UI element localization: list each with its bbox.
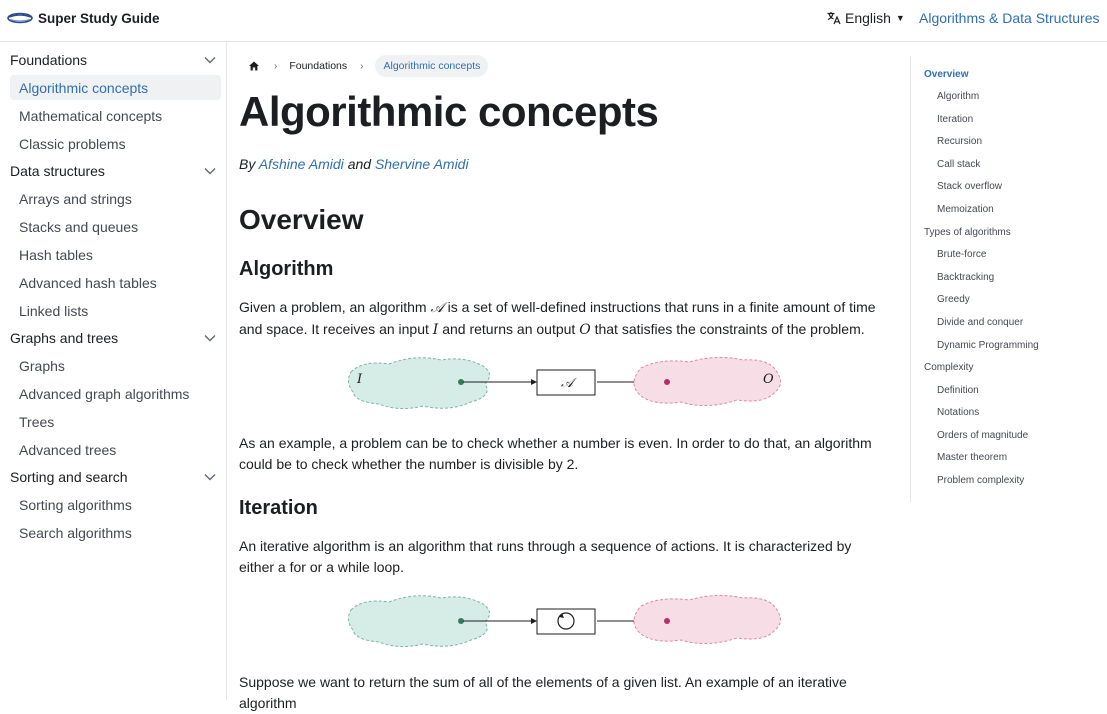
toc-item-dynamic-programming[interactable]: Dynamic Programming — [937, 340, 1039, 351]
sidebar-category-foundations[interactable] — [10, 49, 215, 71]
chevron-down-icon[interactable] — [203, 331, 217, 345]
iteration-paragraph-2: Suppose we want to return the sum of all of the elements of a given list. An example of an iterative algorithm — [239, 674, 847, 711]
sidebar-item-trees[interactable]: Trees — [19, 413, 55, 430]
algorithm-paragraph-1 — [239, 297, 879, 341]
breadcrumb-current: Algorithmic concepts — [375, 55, 488, 77]
byline — [239, 156, 469, 172]
sidebar-item-classic-problems[interactable]: Classic problems — [19, 135, 126, 152]
text-segment: that satisfies the constraints of the problem. — [594, 321, 865, 337]
iteration-diagram — [345, 590, 785, 652]
sidebar-item-hash-tables[interactable]: Hash tables — [19, 246, 93, 263]
byline-and: and — [347, 156, 372, 172]
translate-icon — [826, 10, 842, 26]
toc-item-complexity[interactable]: Complexity — [924, 362, 974, 373]
home-icon[interactable] — [247, 59, 261, 73]
sidebar-category-label: Foundations — [10, 52, 88, 68]
toc-item-algorithm[interactable]: Algorithm — [937, 91, 980, 102]
byline-prefix: By — [239, 156, 256, 172]
toc-item-definition[interactable]: Definition — [937, 385, 979, 396]
sidebar-item-graphs[interactable]: Graphs — [19, 357, 65, 374]
section-heading-algorithm: Algorithm — [239, 258, 334, 280]
box-label: 𝒜 — [561, 376, 574, 391]
brand-link[interactable] — [7, 8, 160, 28]
toc-item-stack-overflow[interactable]: Stack overflow — [937, 181, 1003, 192]
toc-item-types-of-algorithms[interactable]: Types of algorithms — [924, 227, 1011, 238]
brand-name: Super Study Guide — [38, 10, 160, 26]
output-blob — [634, 357, 781, 405]
sidebar-item-advanced-hash-tables[interactable]: Advanced hash tables — [19, 274, 157, 291]
math-symbol-o: O — [579, 322, 591, 338]
toc-item-recursion[interactable]: Recursion — [937, 136, 983, 147]
iteration-paragraph-1: An iterative algorithm is an algorithm that runs through a sequence of actions. It is characterized by either a for or a while loop. — [239, 538, 852, 575]
section-heading-iteration: Iteration — [239, 497, 318, 519]
table-of-contents — [910, 56, 1100, 502]
toc-item-divide-and-conquer[interactable]: Divide and conquer — [937, 317, 1024, 328]
output-dot — [664, 379, 670, 385]
text-segment: and returns an output — [442, 321, 576, 337]
page-title: Algorithmic concepts — [239, 88, 659, 135]
sidebar-item-search-algorithms[interactable]: Search algorithms — [19, 524, 132, 541]
chevron-down-icon[interactable] — [203, 164, 217, 178]
output-label: O — [763, 372, 774, 387]
arrow-head — [531, 379, 537, 385]
sidebar-item-mathematical-concepts[interactable]: Mathematical concepts — [19, 107, 163, 124]
math-symbol-a: 𝒜 — [430, 300, 444, 316]
breadcrumb-foundations[interactable]: Foundations — [289, 60, 348, 72]
toc-item-brute-force[interactable]: Brute-force — [937, 249, 987, 260]
toc-item-greedy[interactable]: Greedy — [937, 294, 970, 305]
author-link-shervine[interactable]: Shervine Amidi — [374, 156, 469, 172]
chevron-down-icon[interactable] — [203, 470, 217, 484]
chevron-down-icon[interactable] — [203, 53, 217, 67]
sidebar-category-graphs-and-trees[interactable] — [10, 327, 215, 349]
top-header — [0, 0, 1107, 42]
toc-item-call-stack[interactable]: Call stack — [937, 159, 981, 170]
sidebar-category-label: Sorting and search — [10, 469, 128, 485]
sidebar — [0, 42, 227, 700]
sidebar-item-linked-lists[interactable]: Linked lists — [19, 302, 89, 319]
sidebar-item-stacks-and-queues[interactable]: Stacks and queues — [19, 218, 139, 235]
toc-item-problem-complexity[interactable]: Problem complexity — [937, 475, 1025, 486]
toc-item-backtracking[interactable]: Backtracking — [937, 272, 995, 283]
output-blob — [634, 595, 781, 643]
language-label: English — [845, 10, 891, 26]
sidebar-item-algorithmic-concepts[interactable]: Algorithmic concepts — [10, 75, 221, 100]
author-link-afshine[interactable]: Afshine Amidi — [258, 156, 344, 172]
language-selector[interactable] — [826, 9, 905, 27]
input-label: I — [357, 372, 363, 387]
sidebar-item-advanced-graph-algorithms[interactable]: Advanced graph algorithms — [19, 385, 190, 402]
breadcrumb — [246, 54, 488, 78]
text-segment: is a set of well-defined instructions that runs in a finite amount of time and space. It receives an input — [239, 299, 876, 337]
book-logo-icon — [7, 11, 33, 25]
output-dot — [664, 618, 670, 624]
toc-item-notations[interactable]: Notations — [937, 407, 980, 418]
input-blob — [348, 358, 489, 409]
sidebar-item-arrays-and-strings[interactable]: Arrays and strings — [19, 190, 132, 207]
sidebar-category-label: Data structures — [10, 163, 105, 179]
math-symbol-i: I — [432, 322, 439, 338]
toc-item-master-theorem[interactable]: Master theorem — [937, 452, 1008, 463]
topic-link[interactable]: Algorithms & Data Structures — [919, 10, 1100, 26]
sidebar-category-data-structures[interactable] — [10, 160, 215, 182]
text-segment: Given a problem, an algorithm — [239, 299, 427, 315]
chevron-right-icon: › — [360, 60, 364, 72]
chevron-right-icon: › — [274, 60, 278, 72]
algorithm-diagram — [345, 352, 785, 414]
toc-item-memoization[interactable]: Memoization — [937, 204, 994, 215]
toc-item-overview[interactable]: Overview — [924, 69, 969, 80]
arrow-head — [531, 618, 537, 624]
section-heading-overview: Overview — [239, 204, 364, 235]
sidebar-item-advanced-trees[interactable]: Advanced trees — [19, 441, 117, 458]
sidebar-category-label: Graphs and trees — [10, 330, 119, 346]
toc-item-orders-of-magnitude[interactable]: Orders of magnitude — [937, 430, 1029, 441]
sidebar-category-sorting-and-search[interactable] — [10, 466, 215, 488]
sidebar-item-sorting-algorithms[interactable]: Sorting algorithms — [19, 496, 132, 513]
algorithm-paragraph-2: As an example, a problem can be to check whether a number is even. In order to do that, an algorithm could be to check whether the number is divisible by 2. — [239, 435, 872, 472]
caret-down-icon: ▼ — [895, 13, 905, 23]
toc-item-iteration[interactable]: Iteration — [937, 114, 974, 125]
